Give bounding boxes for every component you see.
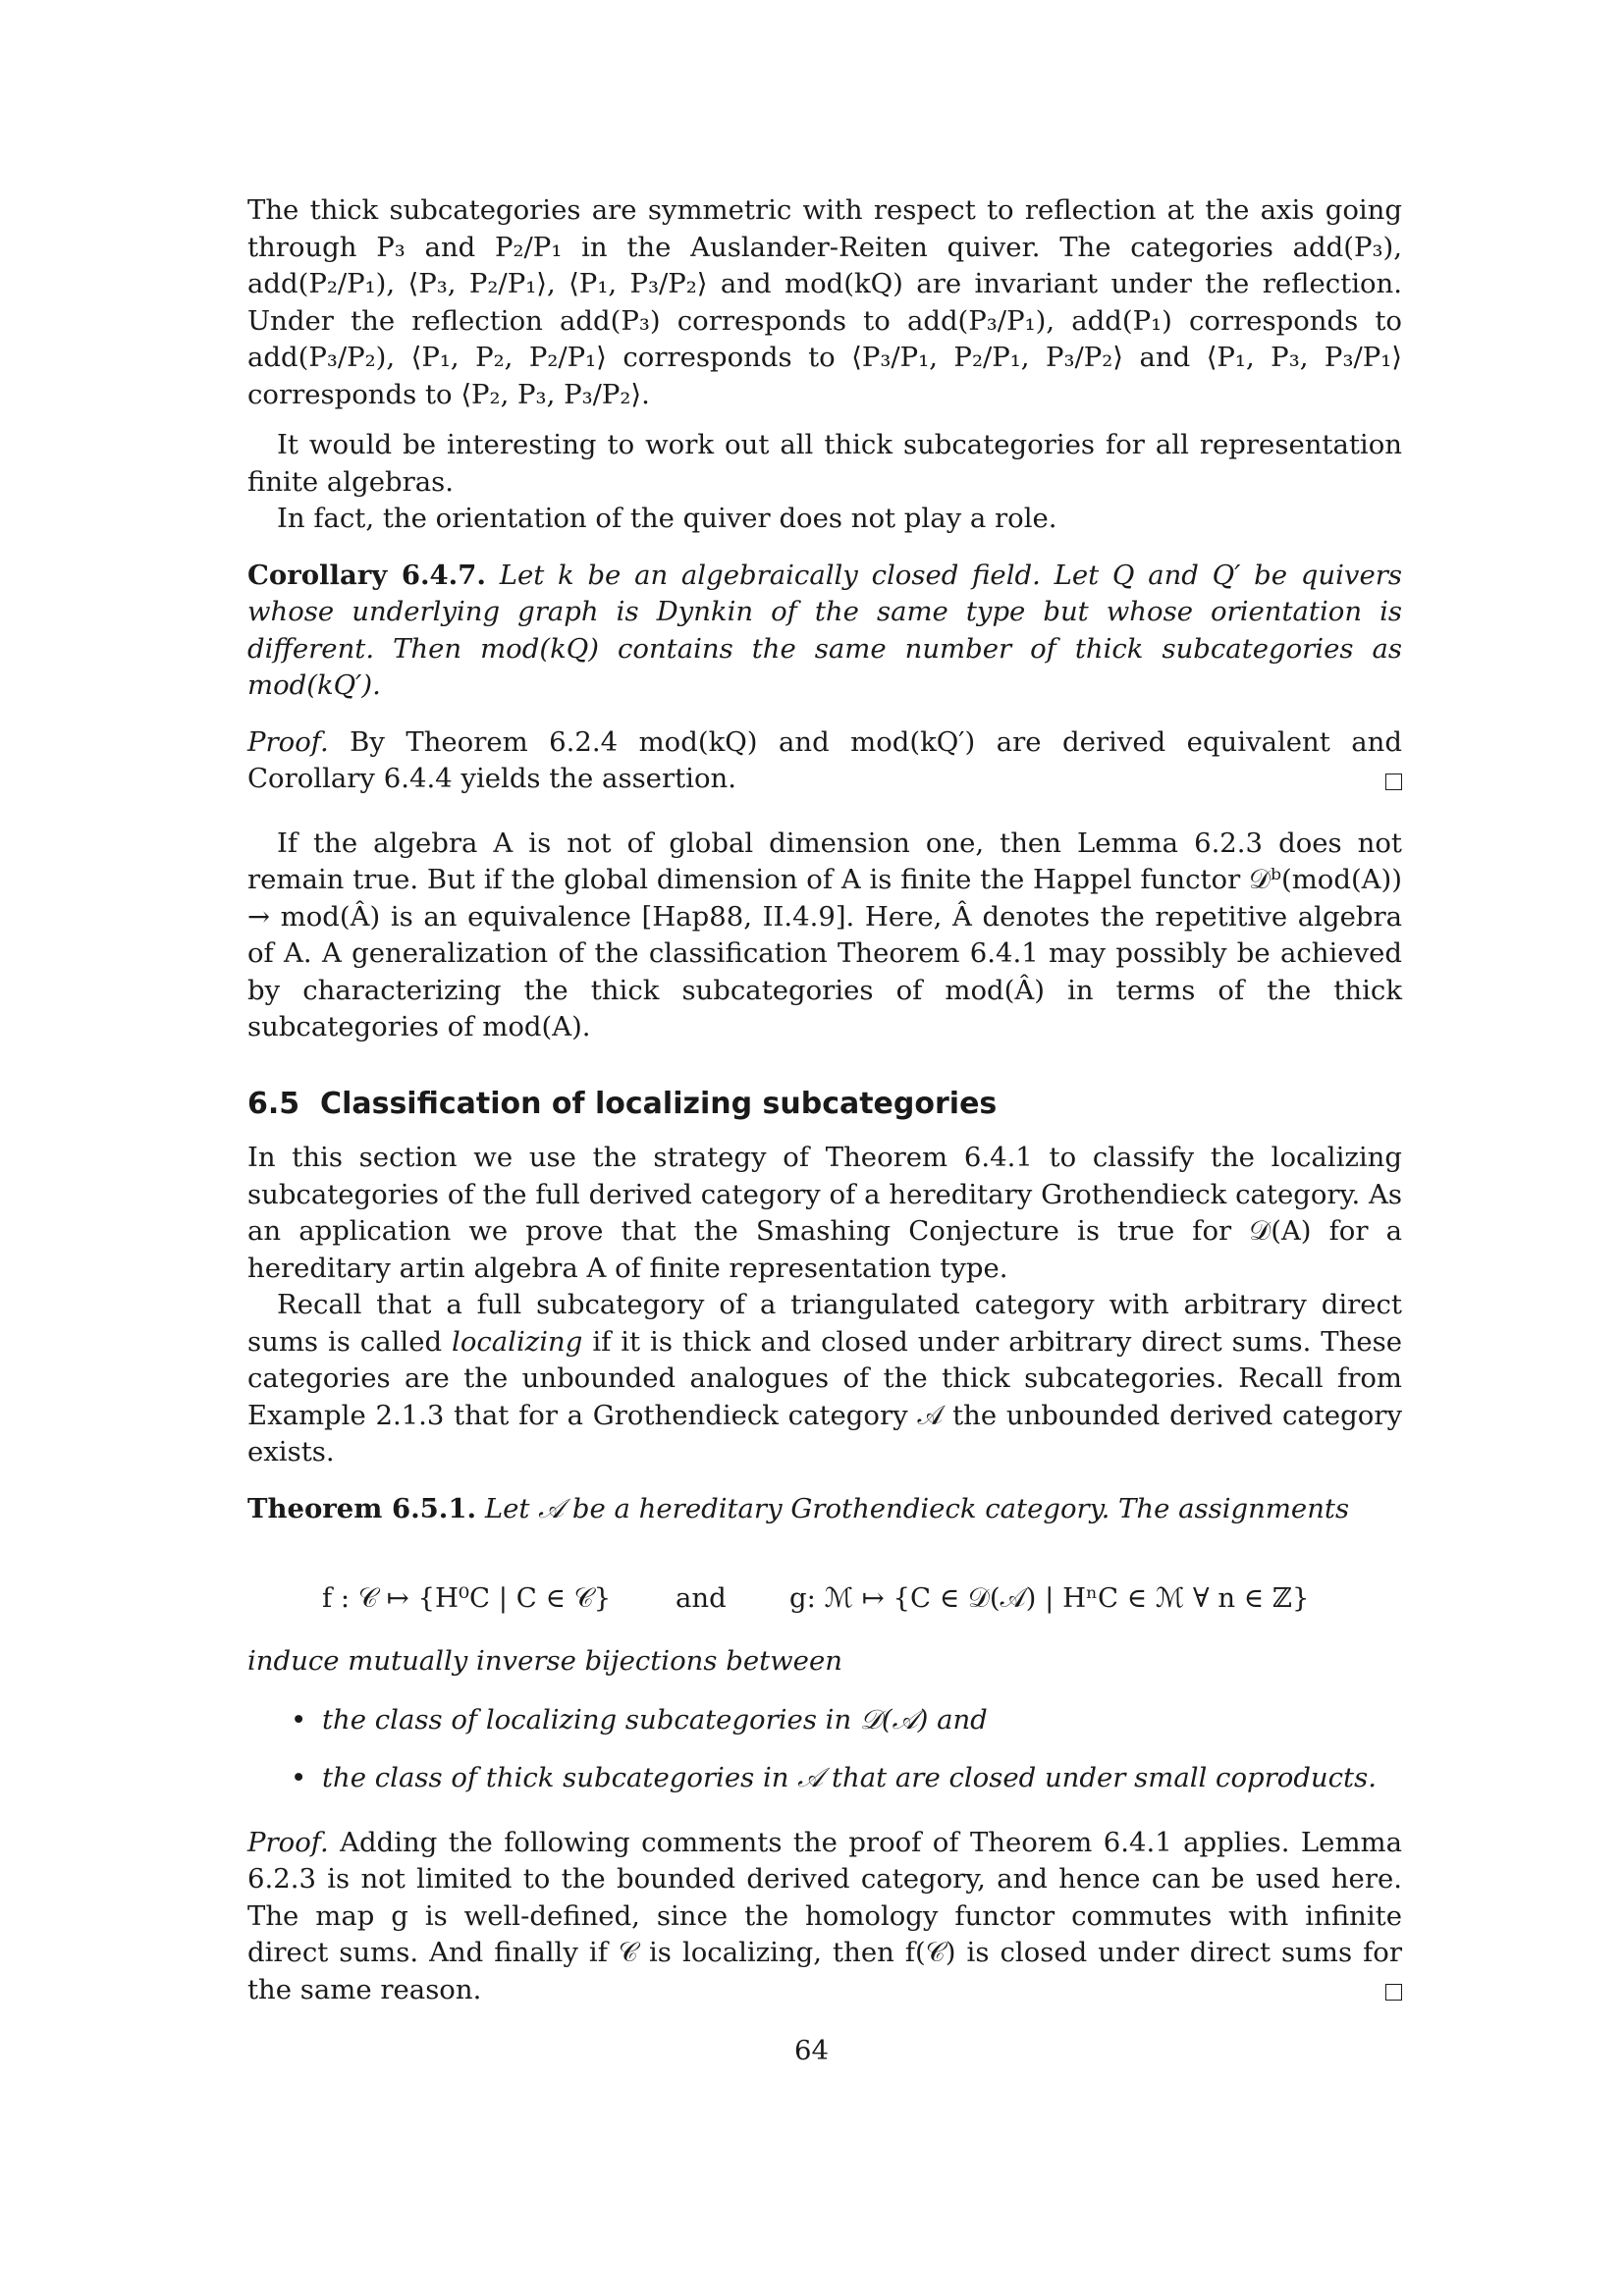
bullet-icon: • (291, 1762, 307, 1793)
corollary-6-4-7 (247, 558, 1402, 705)
theorem-text: Let 𝒜 be a hereditary Grothendieck category. The assignments (484, 1492, 1350, 1524)
section-number: 6.5 (247, 1086, 300, 1121)
page-number: 64 (794, 2035, 829, 2066)
theorem-continuation: induce mutually inverse bijections between (247, 1645, 842, 1677)
proof-text: Adding the following comments the proof of Theorem 6.4.1 applies. Lemma 6.2.3 is not limited to the bounded derived category, and hence can be used here. The map g is well-defined, since the homology functor commutes with infinite direct sums. And finally if 𝒞 is localizing, then f(𝒞) is closed under direct sums for the same reason. (247, 1826, 1402, 2005)
page-content (247, 192, 1402, 2008)
bullet-text: the class of thick subcategories in 𝒜 that are closed under small coproducts. (322, 1762, 1377, 1793)
formula-f: f : 𝒞 ↦ {H⁰C | C ∈ 𝒞} (322, 1582, 612, 1614)
corollary-text: Let k be an algebraically closed field. Let Q and Q′ be quivers whose underlying graph is Dynkin of the same type but whose orientation is different. Then mod(kQ) contains the same number of thick subcategories as mod(kQ′). (247, 559, 1402, 701)
paragraph-section-intro: In this section we use the strategy of Theorem 6.4.1 to classify the localizing subcategories of the full derived category of a hereditary Grothendieck category. As an application we prove that the Smashing Conjecture is true for 𝒟(A) for a hereditary artin algebra A of finite representation type. (247, 1142, 1402, 1284)
section-heading (247, 1086, 1402, 1123)
paragraph-happel-functor: If the algebra A is not of global dimension one, then Lemma 6.2.3 does not remain true. But if the global dimension of A is finite the Happel functor 𝒟ᵇ(mod(A)) → mod(Â) is an equivalence [Hap88, II.4.9]. Here, Â denotes the repetitive algebra of A. A generalization of the classification Theorem 6.4.1 may possibly be achieved by characterizing the thick subcategories of mod(Â) in terms of the thick subcategories of mod(A). (247, 827, 1402, 1042)
qed-icon (1385, 774, 1402, 790)
definition-text-after: if it is thick and closed under arbitrary direct sums. These categories are the unbounded analogues of the thick subcategories. Recall from Example 2.1.3 that for a Grothendieck category 𝒜 the unbounded derived category exists. (247, 1325, 1402, 1468)
section-title: Classification of localizing subcategories (320, 1086, 998, 1121)
proof-text: By Theorem 6.2.4 mod(kQ) and mod(kQ′) are derived equivalent and Corollary 6.4.4 yields the assertion. (247, 725, 1402, 794)
paragraph-open-question: It would be interesting to work out all thick subcategories for all representation finite algebras. (247, 429, 1402, 498)
list-item (247, 1702, 1402, 1739)
paragraph-reflection: The thick subcategories are symmetric with respect to reflection at the axis going through P₃ and P₂/P₁ in the Auslander-Reiten quiver. The categories add(P₃), add(P₂/P₁), ⟨P₃, P₂/P₁⟩, ⟨P₁, P₃/P₂⟩ and mod(kQ) are invariant under the reflection. Under the reflection add(P₃) corresponds to add(P₃/P₁), add(P₁) corresponds to add(P₃/P₂), ⟨P₁, P₂, P₂/P₁⟩ corresponds to ⟨P₃/P₁, P₂/P₁, P₃/P₂⟩ and ⟨P₁, P₃, P₃/P₁⟩ corresponds to ⟨P₂, P₃, P₃/P₂⟩. (247, 194, 1402, 410)
bullet-text: the class of localizing subcategories in 𝒟(𝒜) and (322, 1703, 988, 1735)
display-formula (247, 1575, 1402, 1626)
theorem-label: Theorem 6.5.1. (247, 1492, 477, 1524)
proof-corollary (247, 724, 1402, 798)
corollary-label: Corollary 6.4.7. (247, 559, 486, 591)
proof-theorem (247, 1825, 1402, 2009)
paragraph-orientation: In fact, the orientation of the quiver does not play a role. (277, 503, 1057, 534)
paragraph-localizing-definition (247, 1287, 1402, 1471)
theorem-6-5-1 (247, 1491, 1402, 1528)
list-item (247, 1760, 1402, 1797)
bullet-icon: • (291, 1703, 307, 1735)
proof-label: Proof. (247, 1826, 329, 1858)
formula-and: and (676, 1582, 727, 1614)
term-localizing: localizing (452, 1325, 583, 1358)
qed-icon (1385, 1984, 1402, 2001)
proof-label: Proof. (247, 725, 329, 758)
definition-text-before: Recall that a full subcategory of a triangulated category with arbitrary direct sums is called (247, 1289, 1402, 1358)
formula-g: g: ℳ ↦ {C ∈ 𝒟(𝒜) | HⁿC ∈ ℳ ∀ n ∈ ℤ} (789, 1582, 1310, 1614)
